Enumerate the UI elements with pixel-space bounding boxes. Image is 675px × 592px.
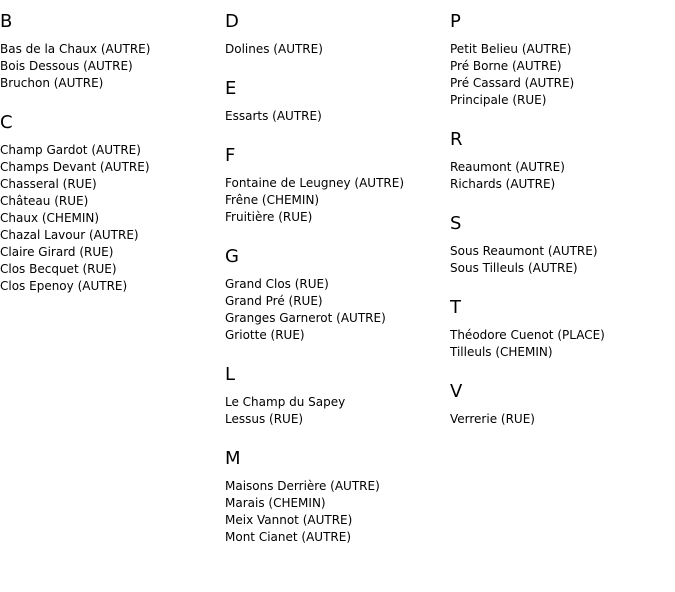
- letter-group: [225, 246, 450, 344]
- street-link[interactable]: Grand Clos (RUE): [225, 277, 329, 291]
- letter-group: [450, 213, 675, 277]
- street-list: [225, 175, 450, 226]
- street-list: [225, 108, 450, 125]
- letter-heading: S: [450, 213, 462, 234]
- street-link[interactable]: Frêne (CHEMIN): [225, 193, 320, 207]
- street-link[interactable]: Champ Gardot (AUTRE): [0, 143, 141, 157]
- street-list: [450, 411, 675, 428]
- street-link[interactable]: Maisons Derrière (AUTRE): [225, 479, 380, 493]
- street-link[interactable]: Lessus (RUE): [225, 412, 304, 426]
- letter-group: [225, 145, 450, 226]
- letter-heading: E: [225, 78, 237, 99]
- street-list: [450, 159, 675, 193]
- index-column: [0, 0, 225, 295]
- street-link[interactable]: Bas de la Chaux (AUTRE): [0, 42, 151, 56]
- street-link[interactable]: Pré Cassard (AUTRE): [450, 76, 575, 90]
- street-link[interactable]: Sous Tilleuls (AUTRE): [450, 261, 578, 275]
- letter-heading: B: [0, 11, 13, 32]
- street-list: [0, 41, 225, 92]
- street-link[interactable]: Chaux (CHEMIN): [0, 211, 100, 225]
- street-list: [225, 276, 450, 344]
- street-link[interactable]: Clos Becquet (RUE): [0, 262, 117, 276]
- street-list: [450, 327, 675, 361]
- letter-heading: C: [0, 112, 13, 133]
- letter-heading: D: [225, 11, 239, 32]
- street-link[interactable]: Petit Belieu (AUTRE): [450, 42, 572, 56]
- street-list: [225, 394, 450, 428]
- street-list: [450, 243, 675, 277]
- letter-heading: P: [450, 11, 461, 32]
- street-link[interactable]: Le Champ du Sapey: [225, 395, 346, 409]
- letter-heading: T: [450, 297, 461, 318]
- letter-heading: G: [225, 246, 239, 267]
- letter-heading: L: [225, 364, 236, 385]
- street-link[interactable]: Pré Borne (AUTRE): [450, 59, 562, 73]
- street-link[interactable]: Mont Cianet (AUTRE): [225, 530, 351, 544]
- street-list: [0, 142, 225, 295]
- street-link[interactable]: Verrerie (RUE): [450, 412, 535, 426]
- street-link[interactable]: Principale (RUE): [450, 93, 547, 107]
- street-link[interactable]: Richards (AUTRE): [450, 177, 556, 191]
- street-link[interactable]: Sous Reaumont (AUTRE): [450, 244, 598, 258]
- letter-group: [450, 129, 675, 193]
- letter-heading: R: [450, 129, 463, 150]
- street-list: [225, 41, 450, 58]
- street-list: [450, 41, 675, 109]
- street-link[interactable]: Tilleuls (CHEMIN): [450, 345, 553, 359]
- index-column: [225, 0, 450, 546]
- street-link[interactable]: Claire Girard (RUE): [0, 245, 114, 259]
- street-link[interactable]: Marais (CHEMIN): [225, 496, 326, 510]
- street-link[interactable]: Reaumont (AUTRE): [450, 160, 565, 174]
- letter-group: [450, 381, 675, 428]
- street-link[interactable]: Fruitière (RUE): [225, 210, 313, 224]
- letter-group: [225, 364, 450, 428]
- letter-group: [0, 112, 225, 295]
- street-link[interactable]: Grand Pré (RUE): [225, 294, 323, 308]
- street-link[interactable]: Château (RUE): [0, 194, 89, 208]
- letter-group: [225, 78, 450, 125]
- street-link[interactable]: Bruchon (AUTRE): [0, 76, 104, 90]
- street-link[interactable]: Meix Vannot (AUTRE): [225, 513, 353, 527]
- street-link[interactable]: Griotte (RUE): [225, 328, 305, 342]
- street-link[interactable]: Chazal Lavour (AUTRE): [0, 228, 139, 242]
- street-link[interactable]: Fontaine de Leugney (AUTRE): [225, 176, 405, 190]
- street-link[interactable]: Chasseral (RUE): [0, 177, 97, 191]
- letter-group: [0, 11, 225, 92]
- letter-group: [450, 11, 675, 109]
- letter-group: [450, 297, 675, 361]
- letter-heading: F: [225, 145, 236, 166]
- street-link[interactable]: Clos Epenoy (AUTRE): [0, 279, 128, 293]
- letter-group: [225, 11, 450, 58]
- street-link[interactable]: Théodore Cuenot (PLACE): [450, 328, 605, 342]
- index-column: [450, 0, 675, 428]
- street-link[interactable]: Granges Garnerot (AUTRE): [225, 311, 386, 325]
- street-list: [225, 478, 450, 546]
- letter-group: [225, 448, 450, 546]
- street-link[interactable]: Bois Dessous (AUTRE): [0, 59, 133, 73]
- letter-heading: V: [450, 381, 463, 402]
- letter-heading: M: [225, 448, 241, 469]
- street-link[interactable]: Champs Devant (AUTRE): [0, 160, 150, 174]
- street-link[interactable]: Dolines (AUTRE): [225, 42, 323, 56]
- street-link[interactable]: Essarts (AUTRE): [225, 109, 322, 123]
